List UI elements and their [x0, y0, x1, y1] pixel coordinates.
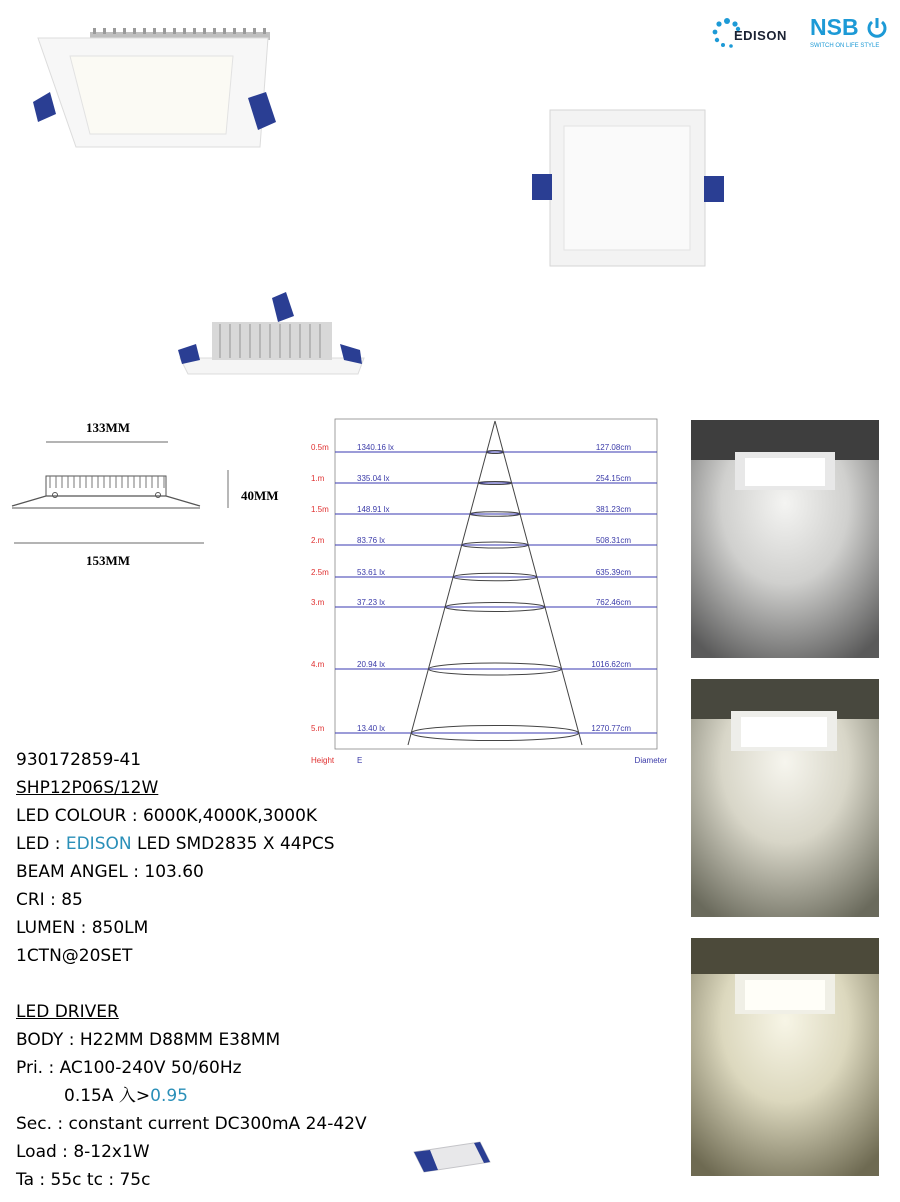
led-colour: LED COLOUR : 6000K,4000K,3000K: [16, 806, 318, 826]
product-code: 930172859-41: [16, 750, 142, 770]
light-distribution-chart: [305, 415, 675, 770]
led-spec: [16, 830, 335, 858]
led-suffix: LED SMD2835 X 44PCS: [131, 834, 335, 854]
room-photo-cool: [691, 420, 879, 658]
chart-footer-diameter: Diameter: [634, 756, 667, 765]
chart-height-label: 3.m: [311, 598, 325, 607]
edison-logo: [710, 14, 802, 54]
chart-diameter-label: 762.46cm: [595, 598, 631, 607]
dimension-height: 40MM: [241, 488, 279, 503]
chart-diameter-label: 508.31cm: [595, 536, 631, 545]
driver-current-value: 0.15A 入>: [64, 1086, 151, 1106]
chart-frame: [335, 419, 657, 749]
product-image-back: [172, 288, 372, 380]
dimension-drawing: [8, 418, 308, 573]
power-icon: [866, 16, 888, 40]
led-brand: EDISON: [65, 834, 132, 854]
nsb-logo-text: NSB: [810, 14, 859, 40]
carton: 1CTN@20SET: [16, 946, 133, 966]
led-prefix: LED :: [16, 834, 66, 854]
driver-primary: Pri. : AC100-240V 50/60Hz: [16, 1058, 242, 1078]
dimension-top-width: 133MM: [85, 420, 131, 435]
edison-logo-text: EDISON: [734, 28, 787, 43]
chart-footer-e: E: [357, 756, 363, 765]
driver-load: Load : 8-12x1W: [16, 1142, 150, 1162]
chart-height-label: 2.m: [311, 536, 325, 545]
chart-lux-label: 83.76 lx: [357, 536, 386, 545]
chart-height-label: 0.5m: [311, 443, 329, 452]
driver-title: LED DRIVER: [16, 1002, 119, 1022]
chart-lux-label: 53.61 lx: [357, 568, 386, 577]
chart-lux-label: 13.40 lx: [357, 724, 386, 733]
model-number: SHP12P06S/12W: [16, 778, 159, 798]
chart-diameter-label: 635.39cm: [595, 568, 631, 577]
product-image-front: [528, 108, 728, 270]
driver-secondary: Sec. : constant current DC300mA 24-42V: [16, 1114, 367, 1134]
driver-body: BODY : H22MM D88MM E38MM: [16, 1030, 281, 1050]
chart-lux-label: 37.23 lx: [357, 598, 386, 607]
chart-diameter-label: 254.15cm: [595, 474, 631, 483]
room-photo-warm: [691, 938, 879, 1176]
chart-lux-label: 148.91 lx: [357, 505, 390, 514]
product-image-perspective: [28, 22, 283, 157]
chart-height-label: 1.m: [311, 474, 325, 483]
beam-angle: BEAM ANGEL : 103.60: [16, 862, 204, 882]
chart-footer-height: Height: [311, 756, 335, 765]
dimension-bottom-width: 153MM: [85, 553, 131, 568]
driver-power-factor: 0.95: [150, 1086, 188, 1106]
chart-lux-label: 335.04 lx: [357, 474, 390, 483]
chart-height-label: 2.5m: [311, 568, 329, 577]
chart-diameter-label: 127.08cm: [595, 443, 631, 452]
chart-lux-label: 1340.16 lx: [357, 443, 394, 452]
chart-diameter-label: 381.23cm: [595, 505, 631, 514]
chart-height-label: 4.m: [311, 660, 325, 669]
chart-height-label: 1.5m: [311, 505, 329, 514]
chart-diameter-label: 1016.62cm: [591, 660, 631, 669]
chart-diameter-label: 1270.77cm: [591, 724, 631, 733]
driver-current: [64, 1082, 188, 1110]
chart-lux-label: 20.94 lx: [357, 660, 386, 669]
chart-height-label: 5.m: [311, 724, 325, 733]
lumen: LUMEN : 850LM: [16, 918, 149, 938]
driver-image: [410, 1138, 494, 1174]
nsb-logo: [810, 14, 890, 54]
room-photo-neutral: [691, 679, 879, 917]
driver-temperature: Ta : 55c tc : 75c: [16, 1170, 151, 1190]
nsb-tagline: SWITCH ON LIFE STYLE: [810, 43, 880, 49]
cri: CRI : 85: [16, 890, 83, 910]
